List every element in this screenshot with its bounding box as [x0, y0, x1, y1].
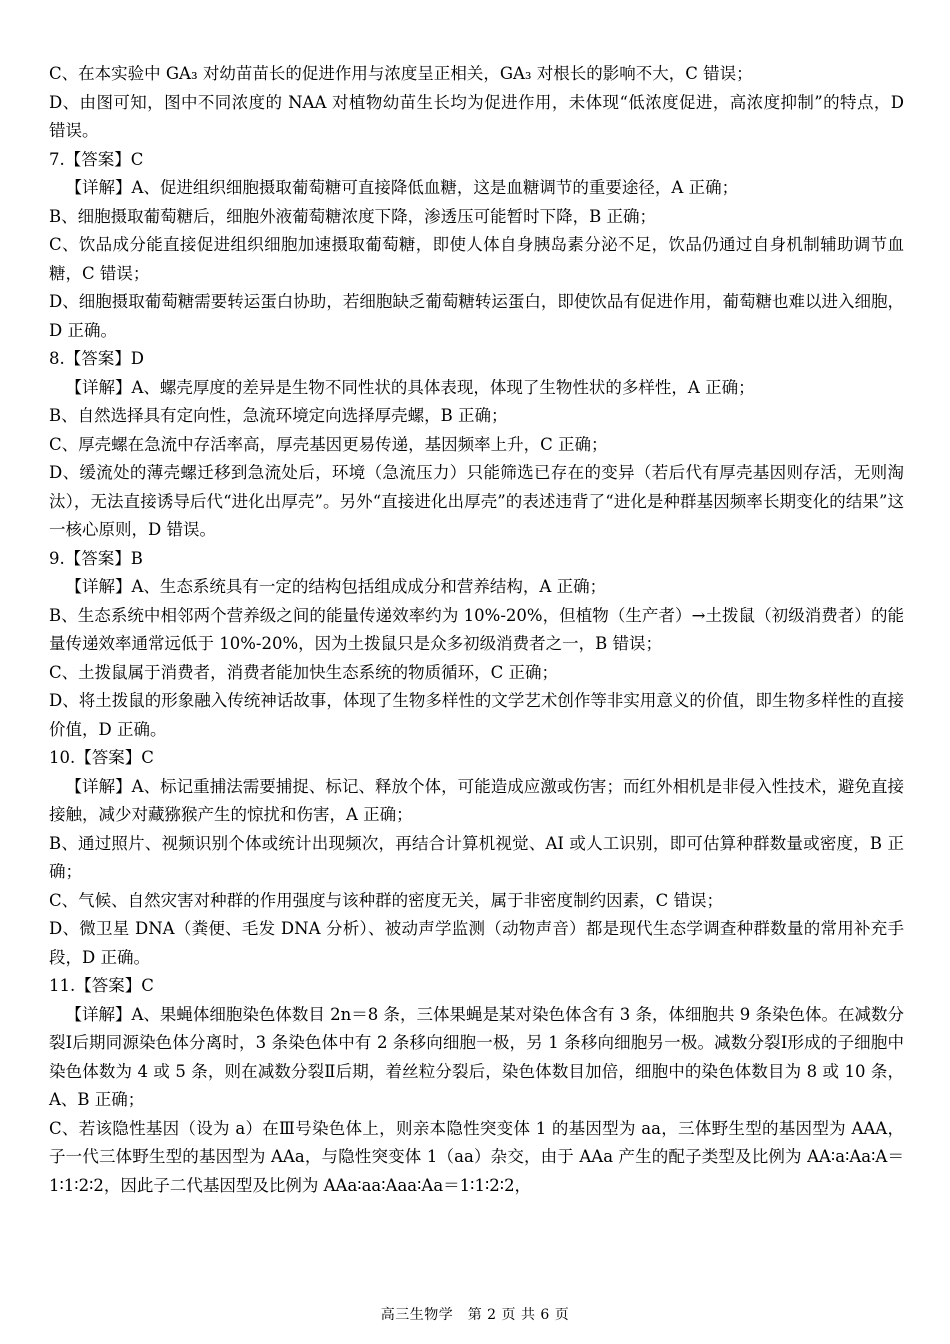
q10-answer-heading: 10.【答案】C: [49, 748, 154, 767]
q10-option-c: C、气候、自然灾害对种群的作用强度与该种群的密度无关，属于非密度制约因素，C 错误；: [49, 890, 723, 910]
q10-option-b: B、通过照片、视频识别个体或统计出现频次，再结合计算机视觉、AI 或人工识别，即可估算种群数量或密度，B 正确；: [49, 833, 904, 881]
q8-option-b: B、自然选择具有定向性，急流环境定向选择厚壳螺，B 正确；: [49, 406, 508, 425]
q9-option-b: B、生态系统中相邻两个营养级之间的能量传递效率约为 10%-20%，但植物（生产者）→土拨鼠（初级消费者）的能量传递效率通常远低于 10%-20%，因为土拨鼠只是众多初级消费者之一，B 错误；: [49, 605, 904, 653]
q6-option-d: D、由图可知，图中不同浓度的 NAA 对植物幼苗生长均为促进作用，未体现“低浓度促进，高浓度抑制”的特点，D 错误。: [49, 92, 904, 140]
q10-option-d: D、微卫星 DNA（粪便、毛发 DNA 分析）、被动声学监测（动物声音）都是现代生态学调查种群数量的常用补充手段，D 正确。: [49, 919, 904, 967]
q7-option-a: 【详解】A、促进组织细胞摄取葡萄糖可直接降低血糖，这是血糖调节的重要途径，A 正确；: [65, 178, 739, 197]
q6-option-c: C、在本实验中 GA₃ 对幼苗苗长的促进作用与浓度呈正相关，GA₃ 对根长的影响不大，C 错误；: [49, 64, 753, 83]
q8-answer-heading: 8.【答案】D: [49, 349, 144, 368]
q9-option-d: D、将土拨鼠的形象融入传统神话故事，体现了生物多样性的文学艺术创作等非实用意义的价值，即生物多样性的直接价值，D 正确。: [49, 691, 904, 739]
q8-option-a: 【详解】A、螺壳厚度的差异是生物不同性状的具体表现，体现了生物性状的多样性，A 正确；: [65, 377, 755, 397]
q8-option-c: C、厚壳螺在急流中存活率高，厚壳基因更易传递，基因频率上升，C 正确；: [49, 434, 608, 454]
q10-option-a: 【详解】A、标记重捕法需要捕捉、标记、释放个体，可能造成应激或伤害；而红外相机是非侵入性技术，避免直接接触，减少对藏猕猴产生的惊扰和伤害，A 正确；: [49, 776, 904, 824]
q7-answer-heading: 7.【答案】C: [49, 149, 144, 169]
q9-option-a: 【详解】A、生态系统具有一定的结构包括组成成分和营养结构，A 正确；: [65, 577, 607, 596]
q8-option-d: D、缓流处的薄壳螺迁移到急流处后，环境（急流压力）只能筛选已存在的变异（若后代有厚壳基因则存活，无则淘汰），无法直接诱导后代“进化出厚壳”。另外“直接进化出厚壳”的表述违背了“进化是种群基因频率长期变化的结果”这一核心原则，D 错误。: [49, 463, 904, 539]
q7-option-b: B、细胞摄取葡萄糖后，细胞外液葡萄糖浓度下降，渗透压可能暂时下降，B 正确；: [49, 206, 656, 226]
q9-option-c: C、土拨鼠属于消费者，消费者能加快生态系统的物质循环，C 正确；: [49, 662, 558, 682]
q11-option-a: 【详解】A、果蝇体细胞染色体数目 2n＝8 条，三体果蝇是某对染色体含有 3 条，体细胞共 9 条染色体。在减数分裂Ⅰ后期同源染色体分离时，3 条染色体中有 2 条移向细胞一极，另 1 条移向细胞另一极。减数分裂Ⅰ形成的子细胞中染色体数为 4 或 5 条，则在减数分裂Ⅱ后期，着丝粒分裂后，染色体数目加倍，细胞中的染色体数目为 8 或 10 条，A、B 正确；: [49, 1004, 905, 1109]
page-footer: 高三生物学 第 2 页 共 6 页: [380, 1307, 570, 1323]
q7-option-c: C、饮品成分能直接促进组织细胞加速摄取葡萄糖，即使人体自身胰岛素分泌不足，饮品仍通过自身机制辅助调节血糖，C 错误；: [49, 235, 904, 283]
q7-option-d: D、细胞摄取葡萄糖需要转运蛋白协助，若细胞缺乏葡萄糖转运蛋白，即使饮品有促进作用，葡萄糖也难以进入细胞，D 正确。: [49, 292, 904, 340]
q11-answer-heading: 11.【答案】C: [49, 976, 154, 995]
q11-option-c: C、若该隐性基因（设为 a）在Ⅲ号染色体上，则亲本隐性突变体 1 的基因型为 aa，三体野生型的基因型为 AAA，子一代三体野生型的基因型为 AAa，与隐性突变体 1（aa）杂交，由于 AAa 产生的配子类型及比例为 AA∶a∶Aa∶A＝1∶1∶2∶2，因此子二代基因型及比例为 AAa∶aa∶Aaa∶Aa＝1∶1∶2∶2，: [49, 1118, 904, 1195]
q9-answer-heading: 9.【答案】B: [49, 548, 143, 568]
